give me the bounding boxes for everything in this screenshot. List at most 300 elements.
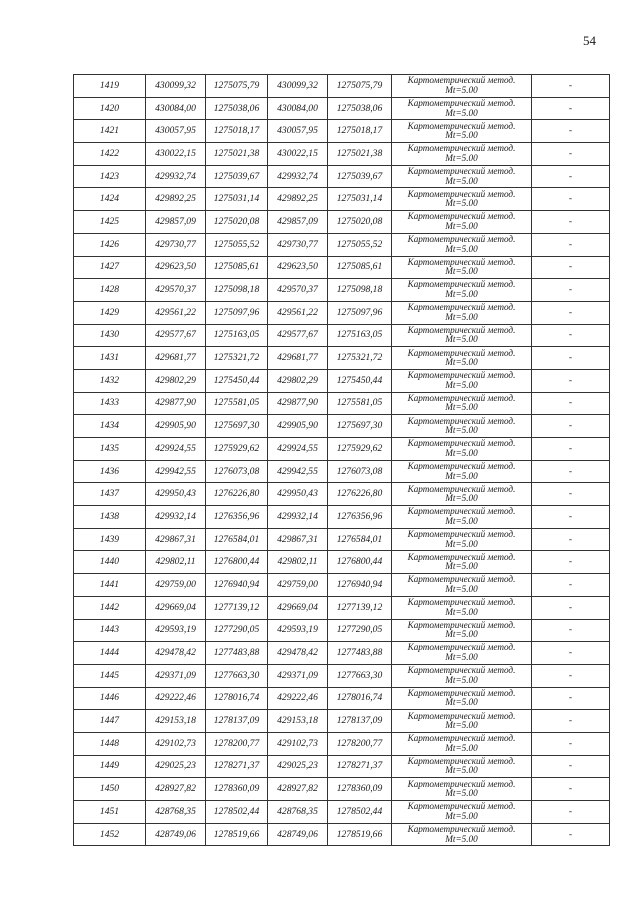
- y-existing-cell: 1275163,05: [206, 324, 268, 347]
- y-existing-cell: 1275697,30: [206, 415, 268, 438]
- table-row: [74, 369, 610, 392]
- method-name: Картометрический метод.: [407, 75, 516, 86]
- table-row: [74, 75, 610, 98]
- method-name: Картометрический метод.: [407, 733, 516, 744]
- coordinates-table: [73, 74, 610, 846]
- y-new-cell: 1275038,06: [328, 97, 392, 120]
- method-name: Картометрический метод.: [407, 551, 516, 562]
- method-accuracy: Mt=5.00: [445, 243, 478, 254]
- method-name: Картометрический метод.: [407, 801, 516, 812]
- x-new-cell: 429892,25: [268, 188, 328, 211]
- method-accuracy: Mt=5.00: [445, 198, 478, 209]
- point-number-cell: 1433: [74, 392, 146, 415]
- method-cell: [392, 687, 532, 710]
- table-row: [74, 801, 610, 824]
- x-existing-cell: 429681,77: [146, 347, 206, 370]
- method-name: Картометрический метод.: [407, 234, 516, 245]
- method-cell: [392, 596, 532, 619]
- method-cell: [392, 188, 532, 211]
- method-name: Картометрический метод.: [407, 597, 516, 608]
- x-new-cell: 429759,00: [268, 574, 328, 597]
- point-number-cell: 1450: [74, 778, 146, 801]
- method-accuracy: Mt=5.00: [445, 765, 478, 776]
- x-new-cell: 428768,35: [268, 801, 328, 824]
- y-new-cell: 1275581,05: [328, 392, 392, 415]
- point-number-cell: 1427: [74, 256, 146, 279]
- x-new-cell: 429222,46: [268, 687, 328, 710]
- method-cell: [392, 165, 532, 188]
- method-accuracy: Mt=5.00: [445, 674, 478, 685]
- description-cell: -: [532, 801, 610, 824]
- description-cell: -: [532, 165, 610, 188]
- method-cell: [392, 506, 532, 529]
- method-accuracy: Mt=5.00: [445, 493, 478, 504]
- method-accuracy: Mt=5.00: [445, 379, 478, 390]
- method-accuracy: Mt=5.00: [445, 697, 478, 708]
- x-new-cell: 429623,50: [268, 256, 328, 279]
- method-accuracy: Mt=5.00: [445, 788, 478, 799]
- method-name: Картометрический метод.: [407, 211, 516, 222]
- method-name: Картометрический метод.: [407, 710, 516, 721]
- description-cell: -: [532, 211, 610, 234]
- y-new-cell: 1275055,52: [328, 233, 392, 256]
- method-cell: [392, 75, 532, 98]
- method-accuracy: Mt=5.00: [445, 175, 478, 186]
- y-existing-cell: 1278271,37: [206, 755, 268, 778]
- x-existing-cell: 428749,06: [146, 823, 206, 846]
- y-existing-cell: 1278360,09: [206, 778, 268, 801]
- table-row: [74, 233, 610, 256]
- x-existing-cell: 429561,22: [146, 301, 206, 324]
- method-name: Картометрический метод.: [407, 506, 516, 517]
- description-cell: -: [532, 755, 610, 778]
- x-existing-cell: 429102,73: [146, 732, 206, 755]
- y-existing-cell: 1276356,96: [206, 506, 268, 529]
- point-number-cell: 1434: [74, 415, 146, 438]
- x-existing-cell: 429669,04: [146, 596, 206, 619]
- method-accuracy: Mt=5.00: [445, 833, 478, 844]
- point-number-cell: 1428: [74, 279, 146, 302]
- x-existing-cell: 429802,11: [146, 551, 206, 574]
- y-new-cell: 1275031,14: [328, 188, 392, 211]
- method-name: Картометрический метод.: [407, 97, 516, 108]
- x-existing-cell: 429222,46: [146, 687, 206, 710]
- x-existing-cell: 429802,29: [146, 369, 206, 392]
- x-existing-cell: 430084,00: [146, 97, 206, 120]
- point-number-cell: 1441: [74, 574, 146, 597]
- point-number-cell: 1423: [74, 165, 146, 188]
- method-cell: [392, 528, 532, 551]
- point-number-cell: 1435: [74, 438, 146, 461]
- x-new-cell: 429942,55: [268, 460, 328, 483]
- method-cell: [392, 233, 532, 256]
- y-existing-cell: 1275321,72: [206, 347, 268, 370]
- y-new-cell: 1277483,88: [328, 642, 392, 665]
- y-new-cell: 1278271,37: [328, 755, 392, 778]
- y-new-cell: 1278137,09: [328, 710, 392, 733]
- x-new-cell: 429561,22: [268, 301, 328, 324]
- y-new-cell: 1275021,38: [328, 143, 392, 166]
- method-cell: [392, 324, 532, 347]
- table-row: [74, 483, 610, 506]
- description-cell: -: [532, 415, 610, 438]
- point-number-cell: 1446: [74, 687, 146, 710]
- table-row: [74, 392, 610, 415]
- description-cell: -: [532, 574, 610, 597]
- method-cell: [392, 347, 532, 370]
- x-existing-cell: 430022,15: [146, 143, 206, 166]
- y-existing-cell: 1275929,62: [206, 438, 268, 461]
- method-accuracy: Mt=5.00: [445, 289, 478, 300]
- method-accuracy: Mt=5.00: [445, 152, 478, 163]
- point-number-cell: 1449: [74, 755, 146, 778]
- table-row: [74, 755, 610, 778]
- method-cell: [392, 460, 532, 483]
- x-existing-cell: 429924,55: [146, 438, 206, 461]
- description-cell: -: [532, 483, 610, 506]
- method-name: Картометрический метод.: [407, 143, 516, 154]
- point-number-cell: 1432: [74, 369, 146, 392]
- point-number-cell: 1431: [74, 347, 146, 370]
- point-number-cell: 1424: [74, 188, 146, 211]
- method-cell: [392, 392, 532, 415]
- y-new-cell: 1275321,72: [328, 347, 392, 370]
- table-row: [74, 664, 610, 687]
- description-cell: -: [532, 551, 610, 574]
- method-cell: [392, 642, 532, 665]
- table-row: [74, 823, 610, 846]
- y-existing-cell: 1275031,14: [206, 188, 268, 211]
- y-new-cell: 1278016,74: [328, 687, 392, 710]
- table-row: [74, 188, 610, 211]
- y-existing-cell: 1275020,08: [206, 211, 268, 234]
- point-number-cell: 1437: [74, 483, 146, 506]
- x-existing-cell: 429478,42: [146, 642, 206, 665]
- method-accuracy: Mt=5.00: [445, 266, 478, 277]
- table-row: [74, 120, 610, 143]
- description-cell: -: [532, 256, 610, 279]
- x-new-cell: 429025,23: [268, 755, 328, 778]
- method-name: Картометрический метод.: [407, 687, 516, 698]
- y-new-cell: 1275929,62: [328, 438, 392, 461]
- y-existing-cell: 1277663,30: [206, 664, 268, 687]
- x-new-cell: 429570,37: [268, 279, 328, 302]
- point-number-cell: 1422: [74, 143, 146, 166]
- description-cell: -: [532, 528, 610, 551]
- method-name: Картометрический метод.: [407, 823, 516, 834]
- x-existing-cell: 430099,32: [146, 75, 206, 98]
- x-new-cell: 429371,09: [268, 664, 328, 687]
- method-name: Картометрический метод.: [407, 574, 516, 585]
- description-cell: -: [532, 778, 610, 801]
- method-cell: [392, 778, 532, 801]
- point-number-cell: 1447: [74, 710, 146, 733]
- method-accuracy: Mt=5.00: [445, 652, 478, 663]
- table-row: [74, 143, 610, 166]
- table-row: [74, 256, 610, 279]
- x-new-cell: 429905,90: [268, 415, 328, 438]
- y-existing-cell: 1275450,44: [206, 369, 268, 392]
- y-new-cell: 1275075,79: [328, 75, 392, 98]
- point-number-cell: 1438: [74, 506, 146, 529]
- method-accuracy: Mt=5.00: [445, 334, 478, 345]
- point-number-cell: 1419: [74, 75, 146, 98]
- method-cell: [392, 823, 532, 846]
- description-cell: -: [532, 324, 610, 347]
- x-new-cell: 429577,67: [268, 324, 328, 347]
- x-new-cell: 429681,77: [268, 347, 328, 370]
- method-name: Картометрический метод.: [407, 438, 516, 449]
- y-existing-cell: 1276226,80: [206, 483, 268, 506]
- x-new-cell: 429102,73: [268, 732, 328, 755]
- x-existing-cell: 429932,14: [146, 506, 206, 529]
- method-accuracy: Mt=5.00: [445, 84, 478, 95]
- x-new-cell: 430099,32: [268, 75, 328, 98]
- method-name: Картометрический метод.: [407, 279, 516, 290]
- y-existing-cell: 1275039,67: [206, 165, 268, 188]
- x-new-cell: 430022,15: [268, 143, 328, 166]
- point-number-cell: 1439: [74, 528, 146, 551]
- table-row: [74, 97, 610, 120]
- x-new-cell: 429802,11: [268, 551, 328, 574]
- method-cell: [392, 710, 532, 733]
- table-row: [74, 574, 610, 597]
- table-row: [74, 687, 610, 710]
- table-row: [74, 528, 610, 551]
- x-new-cell: 430084,00: [268, 97, 328, 120]
- y-new-cell: 1275020,08: [328, 211, 392, 234]
- method-accuracy: Mt=5.00: [445, 583, 478, 594]
- description-cell: -: [532, 823, 610, 846]
- table-row: [74, 211, 610, 234]
- x-new-cell: 429867,31: [268, 528, 328, 551]
- description-cell: -: [532, 460, 610, 483]
- y-existing-cell: 1275038,06: [206, 97, 268, 120]
- x-existing-cell: 429759,00: [146, 574, 206, 597]
- method-cell: [392, 415, 532, 438]
- y-new-cell: 1276073,08: [328, 460, 392, 483]
- y-new-cell: 1275450,44: [328, 369, 392, 392]
- method-accuracy: Mt=5.00: [445, 311, 478, 322]
- y-new-cell: 1276940,94: [328, 574, 392, 597]
- x-existing-cell: 429950,43: [146, 483, 206, 506]
- page-number: 54: [583, 33, 596, 48]
- method-cell: [392, 732, 532, 755]
- x-existing-cell: 429025,23: [146, 755, 206, 778]
- y-existing-cell: 1277139,12: [206, 596, 268, 619]
- method-cell: [392, 801, 532, 824]
- method-name: Картометрический метод.: [407, 778, 516, 789]
- point-number-cell: 1445: [74, 664, 146, 687]
- method-accuracy: Mt=5.00: [445, 515, 478, 526]
- y-new-cell: 1275097,96: [328, 301, 392, 324]
- table-row: [74, 347, 610, 370]
- description-cell: -: [532, 120, 610, 143]
- table-row: [74, 460, 610, 483]
- method-cell: [392, 211, 532, 234]
- method-name: Картометрический метод.: [407, 619, 516, 630]
- method-accuracy: Mt=5.00: [445, 447, 478, 458]
- method-name: Картометрический метод.: [407, 392, 516, 403]
- x-new-cell: 429593,19: [268, 619, 328, 642]
- method-name: Картометрический метод.: [407, 665, 516, 676]
- table-row: [74, 415, 610, 438]
- description-cell: -: [532, 710, 610, 733]
- method-cell: [392, 574, 532, 597]
- y-existing-cell: 1275018,17: [206, 120, 268, 143]
- y-new-cell: 1275085,61: [328, 256, 392, 279]
- method-accuracy: Mt=5.00: [445, 538, 478, 549]
- description-cell: -: [532, 596, 610, 619]
- x-new-cell: 429478,42: [268, 642, 328, 665]
- y-new-cell: 1275018,17: [328, 120, 392, 143]
- method-name: Картометрический метод.: [407, 347, 516, 358]
- y-new-cell: 1278502,44: [328, 801, 392, 824]
- y-new-cell: 1276226,80: [328, 483, 392, 506]
- x-existing-cell: 429867,31: [146, 528, 206, 551]
- x-existing-cell: 429153,18: [146, 710, 206, 733]
- method-accuracy: Mt=5.00: [445, 425, 478, 436]
- x-new-cell: 429669,04: [268, 596, 328, 619]
- point-number-cell: 1430: [74, 324, 146, 347]
- method-name: Картометрический метод.: [407, 256, 516, 267]
- point-number-cell: 1440: [74, 551, 146, 574]
- y-existing-cell: 1277290,05: [206, 619, 268, 642]
- x-new-cell: 430057,95: [268, 120, 328, 143]
- method-name: Картометрический метод.: [407, 642, 516, 653]
- y-new-cell: 1278360,09: [328, 778, 392, 801]
- y-new-cell: 1275098,18: [328, 279, 392, 302]
- table-row: [74, 642, 610, 665]
- method-name: Картометрический метод.: [407, 302, 516, 313]
- method-accuracy: Mt=5.00: [445, 742, 478, 753]
- table-row: [74, 506, 610, 529]
- x-existing-cell: 429371,09: [146, 664, 206, 687]
- method-accuracy: Mt=5.00: [445, 357, 478, 368]
- y-existing-cell: 1278502,44: [206, 801, 268, 824]
- y-new-cell: 1277139,12: [328, 596, 392, 619]
- description-cell: -: [532, 732, 610, 755]
- x-existing-cell: 429570,37: [146, 279, 206, 302]
- x-existing-cell: 429623,50: [146, 256, 206, 279]
- description-cell: -: [532, 75, 610, 98]
- table-row: [74, 596, 610, 619]
- description-cell: -: [532, 301, 610, 324]
- method-accuracy: Mt=5.00: [445, 220, 478, 231]
- method-accuracy: Mt=5.00: [445, 810, 478, 821]
- method-accuracy: Mt=5.00: [445, 629, 478, 640]
- method-name: Картометрический метод.: [407, 188, 516, 199]
- method-cell: [392, 143, 532, 166]
- x-existing-cell: 429905,90: [146, 415, 206, 438]
- method-accuracy: Mt=5.00: [445, 402, 478, 413]
- description-cell: -: [532, 347, 610, 370]
- description-cell: -: [532, 369, 610, 392]
- table-row: [74, 324, 610, 347]
- method-name: Картометрический метод.: [407, 460, 516, 471]
- point-number-cell: 1451: [74, 801, 146, 824]
- method-name: Картометрический метод.: [407, 415, 516, 426]
- x-existing-cell: 429877,90: [146, 392, 206, 415]
- coordinates-table-container: [73, 74, 609, 846]
- table-row: [74, 732, 610, 755]
- y-new-cell: 1276356,96: [328, 506, 392, 529]
- method-cell: [392, 551, 532, 574]
- x-existing-cell: 428927,82: [146, 778, 206, 801]
- y-existing-cell: 1275097,96: [206, 301, 268, 324]
- x-new-cell: 429153,18: [268, 710, 328, 733]
- y-new-cell: 1275697,30: [328, 415, 392, 438]
- method-cell: [392, 279, 532, 302]
- method-accuracy: Mt=5.00: [445, 470, 478, 481]
- y-existing-cell: 1275581,05: [206, 392, 268, 415]
- method-accuracy: Mt=5.00: [445, 561, 478, 572]
- method-name: Картометрический метод.: [407, 166, 516, 176]
- description-cell: -: [532, 664, 610, 687]
- description-cell: -: [532, 188, 610, 211]
- description-cell: -: [532, 233, 610, 256]
- y-existing-cell: 1278519,66: [206, 823, 268, 846]
- y-existing-cell: 1278016,74: [206, 687, 268, 710]
- y-new-cell: 1275039,67: [328, 165, 392, 188]
- method-cell: [392, 256, 532, 279]
- x-existing-cell: 430057,95: [146, 120, 206, 143]
- method-name: Картометрический метод.: [407, 324, 516, 335]
- method-name: Картометрический метод.: [407, 370, 516, 381]
- point-number-cell: 1452: [74, 823, 146, 846]
- method-accuracy: Mt=5.00: [445, 130, 478, 141]
- table-row: [74, 165, 610, 188]
- y-new-cell: 1276584,01: [328, 528, 392, 551]
- x-new-cell: 429802,29: [268, 369, 328, 392]
- table-row: [74, 619, 610, 642]
- y-new-cell: 1277663,30: [328, 664, 392, 687]
- point-number-cell: 1442: [74, 596, 146, 619]
- y-existing-cell: 1275075,79: [206, 75, 268, 98]
- method-cell: [392, 438, 532, 461]
- table-row: [74, 279, 610, 302]
- method-cell: [392, 483, 532, 506]
- y-new-cell: 1275163,05: [328, 324, 392, 347]
- point-number-cell: 1436: [74, 460, 146, 483]
- x-new-cell: 429730,77: [268, 233, 328, 256]
- y-existing-cell: 1278200,77: [206, 732, 268, 755]
- method-cell: [392, 755, 532, 778]
- x-new-cell: 429932,74: [268, 165, 328, 188]
- y-existing-cell: 1275021,38: [206, 143, 268, 166]
- x-new-cell: 428927,82: [268, 778, 328, 801]
- point-number-cell: 1448: [74, 732, 146, 755]
- description-cell: -: [532, 687, 610, 710]
- table-row: [74, 778, 610, 801]
- x-existing-cell: 429593,19: [146, 619, 206, 642]
- method-name: Картометрический метод.: [407, 755, 516, 766]
- y-new-cell: 1278200,77: [328, 732, 392, 755]
- description-cell: -: [532, 642, 610, 665]
- method-cell: [392, 619, 532, 642]
- description-cell: -: [532, 279, 610, 302]
- table-row: [74, 301, 610, 324]
- x-existing-cell: 429577,67: [146, 324, 206, 347]
- method-accuracy: Mt=5.00: [445, 720, 478, 731]
- table-row: [74, 438, 610, 461]
- x-new-cell: 429857,09: [268, 211, 328, 234]
- y-existing-cell: 1276940,94: [206, 574, 268, 597]
- x-new-cell: 429950,43: [268, 483, 328, 506]
- point-number-cell: 1421: [74, 120, 146, 143]
- coordinates-table-body: [74, 75, 610, 846]
- x-existing-cell: 429892,25: [146, 188, 206, 211]
